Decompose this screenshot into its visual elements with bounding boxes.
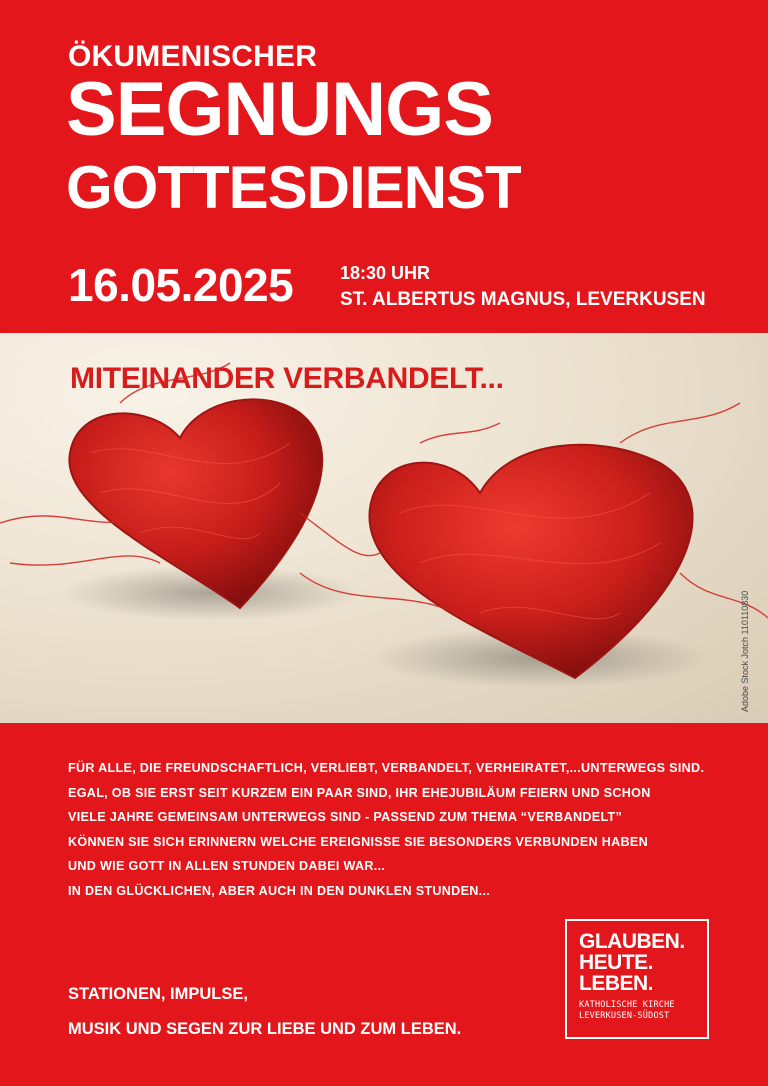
footer-line-2: MUSIK UND SEGEN ZUR LIEBE UND ZUM LEBEN. bbox=[68, 1020, 462, 1038]
logo-sub-1: KATHOLISCHE KIRCHE bbox=[579, 1000, 675, 1010]
description-line: UND WIE GOTT IN ALLEN STUNDEN DABEI WAR... bbox=[68, 859, 386, 873]
logo-line-3: LEBEN. bbox=[579, 972, 654, 995]
description-line: IN DEN GLÜCKLICHEN, ABER AUCH IN DEN DUNKLEN STUNDEN... bbox=[68, 883, 491, 898]
description-line: VIELE JAHRE GEMEINSAM UNTERWEGS SIND - PASSEND ZUM THEMA “VERBANDELT” bbox=[68, 810, 623, 824]
logo-line-2: HEUTE. bbox=[579, 951, 654, 974]
footer-line-1: STATIONEN, IMPULSE, bbox=[68, 985, 248, 1003]
motto-headline: MITEINANDER VERBANDELT... bbox=[70, 362, 504, 395]
title-line-1: SEGNUNGS bbox=[66, 67, 493, 152]
parish-logo bbox=[565, 919, 709, 1039]
logo-subtitle bbox=[579, 1000, 697, 1022]
event-date: 16.05.2025 bbox=[68, 259, 294, 311]
description-line: EGAL, OB SIE ERST SEIT KURZEM EIN PAAR SIND, IHR EHEJUBILÄUM FEIERN UND SCHON bbox=[68, 785, 651, 800]
title-line-2: GOTTESDIENST bbox=[66, 154, 521, 221]
logo-line-1: GLAUBEN. bbox=[579, 930, 685, 953]
description-line: KÖNNEN SIE SICH ERINNERN WELCHE EREIGNISSE SIE BESONDERS VERBUNDEN HABEN bbox=[68, 834, 648, 849]
event-location: ST. ALBERTUS MAGNUS, LEVERKUSEN bbox=[340, 289, 706, 310]
photo-credit: Adobe Stock Jotch 110110830 bbox=[740, 590, 750, 712]
kicker-text: ÖKUMENISCHER bbox=[68, 40, 318, 73]
description-line: FÜR ALLE, DIE FREUNDSCHAFTLICH, VERLIEBT, VERBANDELT, VERHEIRATET,...UNTERWEGS SIND. bbox=[68, 761, 705, 775]
logo-sub-2: LEVERKUSEN-SÜDOST bbox=[579, 1011, 670, 1021]
event-time: 18:30 UHR bbox=[340, 263, 431, 283]
description-text bbox=[68, 756, 728, 903]
